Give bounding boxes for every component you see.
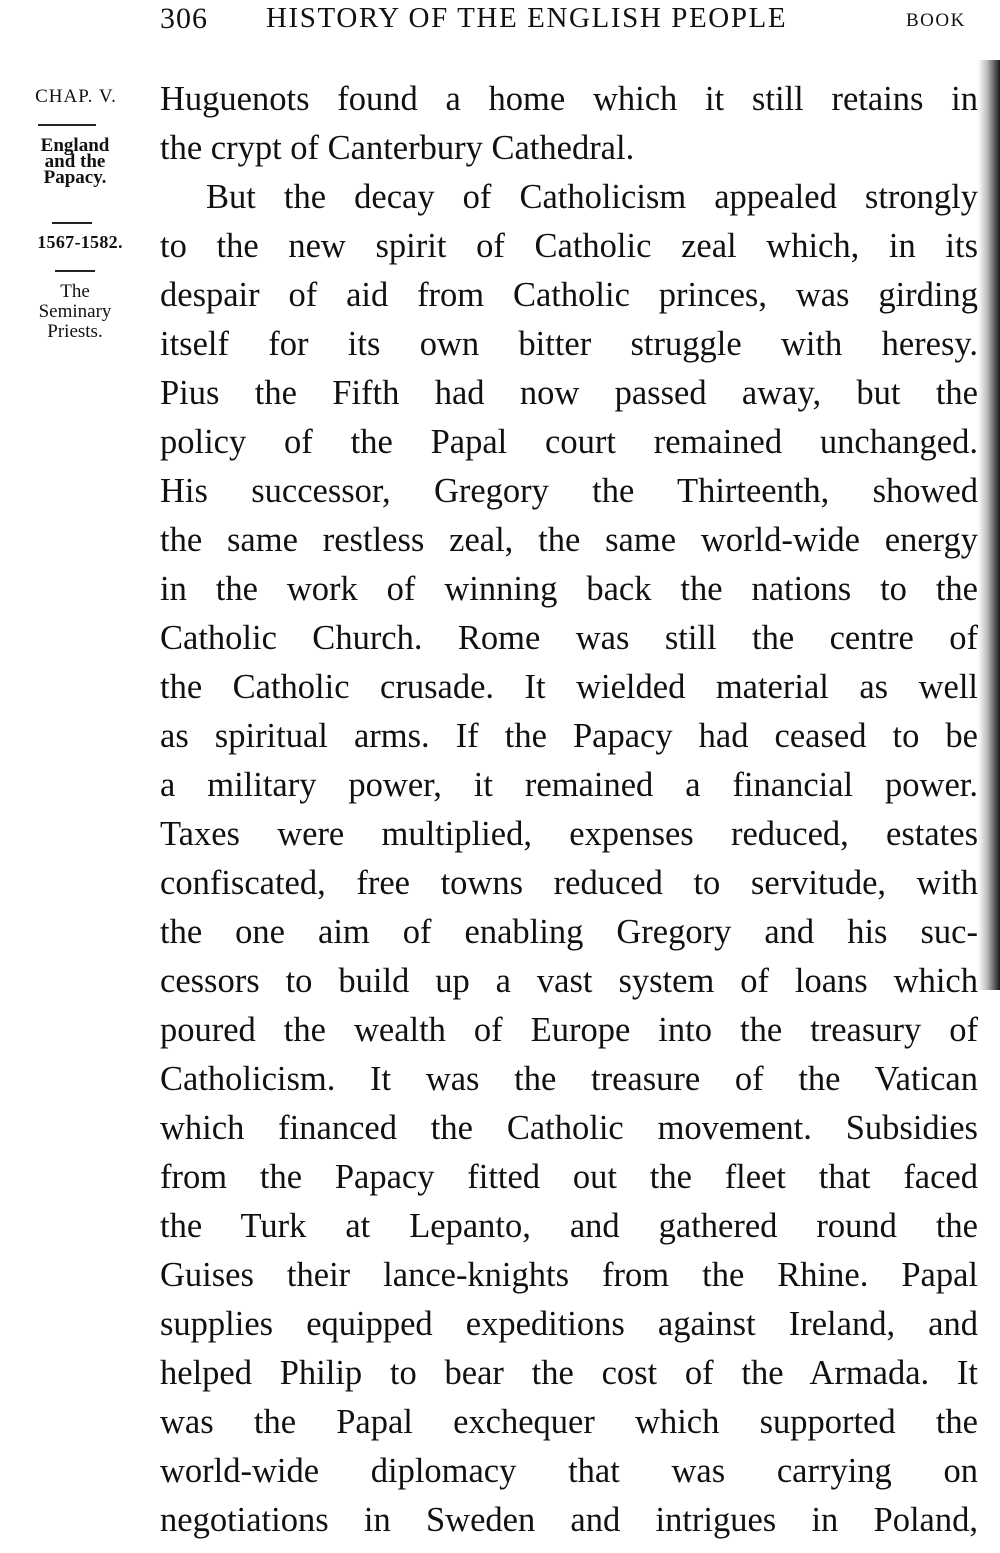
page-number: 306 bbox=[160, 2, 208, 35]
text-line: in the work of winning back the nations to the bbox=[160, 570, 978, 608]
margin-topic-line: Papacy. bbox=[43, 167, 107, 188]
text-line: despair of aid from Catholic princes, was girding bbox=[160, 276, 978, 314]
book-label: BOOK bbox=[906, 10, 966, 31]
text-line: the Turk at Lepanto, and gathered round the bbox=[160, 1207, 978, 1245]
text-line: negotiations in Sweden and intrigues in Poland, bbox=[160, 1501, 978, 1539]
chapter-label: CHAP. V. bbox=[35, 86, 117, 107]
margin-subtopic-line: The bbox=[60, 281, 90, 302]
text-line: world-wide diplomacy that was carrying on bbox=[160, 1452, 978, 1490]
margin-rule bbox=[55, 270, 95, 272]
body-text bbox=[160, 75, 978, 1545]
text-line: Catholic Church. Rome was still the centre of bbox=[160, 619, 978, 657]
text-line: Catholicism. It was the treasure of the Vatican bbox=[160, 1060, 978, 1098]
margin-rule bbox=[38, 124, 96, 126]
margin-subtopic-line: Priests. bbox=[47, 321, 103, 342]
margin-topic bbox=[0, 135, 150, 188]
margin-dates: 1567-1582. bbox=[37, 232, 123, 252]
text-line: to the new spirit of Catholic zeal which, in its bbox=[160, 227, 978, 265]
text-line: His successor, Gregory the Thirteenth, showed bbox=[160, 472, 978, 510]
text-line: the one aim of enabling Gregory and his suc- bbox=[160, 913, 978, 951]
text-line: was the Papal exchequer which supported the bbox=[160, 1403, 978, 1441]
text-line: poured the wealth of Europe into the treasury of bbox=[160, 1011, 978, 1049]
margin-rule bbox=[52, 222, 92, 224]
running-title: HISTORY OF THE ENGLISH PEOPLE bbox=[266, 2, 788, 34]
margin-topic-line: and the bbox=[44, 151, 106, 172]
text-line: helped Philip to bear the cost of the Armada. It bbox=[160, 1354, 978, 1392]
margin-subtopic bbox=[0, 282, 150, 342]
text-line: from the Papacy fitted out the fleet that faced bbox=[160, 1158, 978, 1196]
running-header bbox=[0, 2, 1000, 42]
text-line: supplies equipped expeditions against Ireland, and bbox=[160, 1305, 978, 1343]
text-line: the same restless zeal, the same world-wide energy bbox=[160, 521, 978, 559]
text-line: confiscated, free towns reduced to servitude, with bbox=[160, 864, 978, 902]
text-line: Pius the Fifth had now passed away, but the bbox=[160, 374, 978, 412]
text-line: as spiritual arms. If the Papacy had ceased to be bbox=[160, 717, 978, 755]
text-line: a military power, it remained a financial power. bbox=[160, 766, 978, 804]
text-line: But the decay of Catholicism appealed strongly bbox=[206, 178, 978, 216]
text-line: Guises their lance-knights from the Rhine. Papal bbox=[160, 1256, 978, 1294]
text-line: itself for its own bitter struggle with heresy. bbox=[160, 325, 978, 363]
text-line: the crypt of Canterbury Cathedral. bbox=[160, 129, 635, 167]
text-line: policy of the Papal court remained unchanged. bbox=[160, 423, 978, 461]
margin-topic-line: England bbox=[40, 135, 110, 156]
margin-subtopic-line: Seminary bbox=[38, 301, 112, 322]
text-line: the Catholic crusade. It wielded material as well bbox=[160, 668, 978, 706]
page-edge-shadow bbox=[978, 60, 1000, 990]
text-line: Taxes were multiplied, expenses reduced, estates bbox=[160, 815, 978, 853]
text-line: Huguenots found a home which it still retains in bbox=[160, 80, 978, 118]
text-line: cessors to build up a vast system of loans which bbox=[160, 962, 978, 1000]
text-line: which financed the Catholic movement. Subsidies bbox=[160, 1109, 978, 1147]
